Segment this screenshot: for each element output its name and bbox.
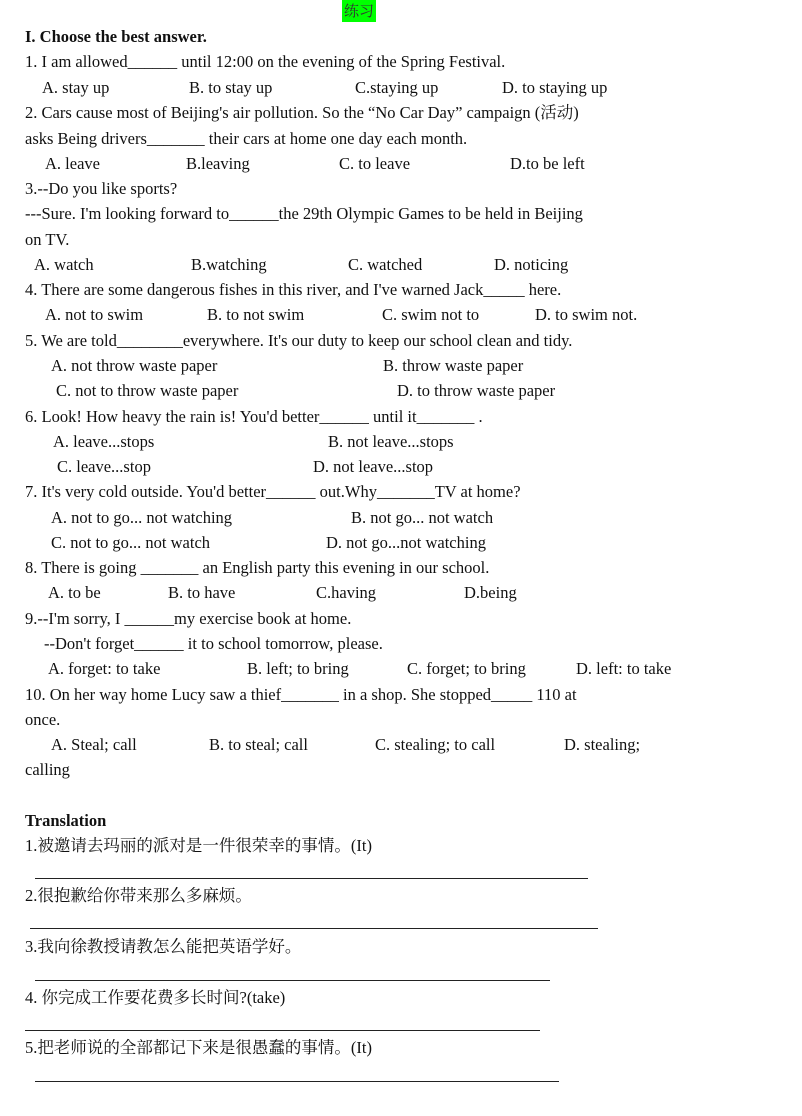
q2-option-b: B.leaving [186,154,250,173]
q10-option-a: A. Steal; call [51,735,137,754]
q10-stem-line2: once. [25,710,61,729]
q4-option-d: D. to swim not. [535,305,638,324]
q1-stem: 1. I am allowed______ until 12:00 on the evening of the Spring Festival. [25,52,506,71]
q3-option-c: C. watched [348,255,423,274]
q6-option-c: C. leave...stop [57,457,151,476]
q3-stem-line2: ---Sure. I'm looking forward to______the 29th Olympic Games to be held in Beijing [25,204,583,223]
q9-option-a: A. forget: to take [48,659,161,678]
answer-line-5 [35,1081,559,1082]
q9-option-d: D. left: to take [576,659,672,678]
q2-stem-line2: asks Being drivers_______ their cars at home one day each month. [25,129,468,148]
q10-option-d-cont: calling [25,760,70,779]
q6-stem: 6. Look! How heavy the rain is! You'd better______ until it_______ . [25,407,483,426]
exercise-tag: 练习 [344,2,375,20]
q5-option-a: A. not throw waste paper [51,356,218,375]
q3-option-d: D. noticing [494,255,569,274]
q9-stem-line1: 9.--I'm sorry, I ______my exercise book at home. [25,609,352,628]
q2-option-d: D.to be left [510,154,585,173]
translation-item-3: 3.我向徐教授请教怎么能把英语学好。 [25,937,302,956]
q4-stem: 4. There are some dangerous fishes in this river, and I've warned Jack_____ here. [25,280,562,299]
q6-option-b: B. not leave...stops [328,432,454,451]
q8-stem: 8. There is going _______ an English party this evening in our school. [25,558,490,577]
answer-line-3 [35,980,550,981]
q9-option-b: B. left; to bring [247,659,349,678]
q3-option-b: B.watching [191,255,267,274]
q10-stem-line1: 10. On her way home Lucy saw a thief_______ in a shop. She stopped_____ 110 at [25,685,577,704]
q1-option-c: C.staying up [355,78,439,97]
q3-option-a: A. watch [34,255,94,274]
q7-option-a: A. not to go... not watching [51,508,233,527]
answer-line-4 [25,1030,540,1031]
q8-option-a: A. to be [48,583,101,602]
q8-option-b: B. to have [168,583,236,602]
q9-option-c: C. forget; to bring [407,659,526,678]
q4-option-c: C. swim not to [382,305,480,324]
q5-stem: 5. We are told________everywhere. It's our duty to keep our school clean and tidy. [25,331,573,350]
q8-option-c: C.having [316,583,377,602]
q4-option-b: B. to not swim [207,305,305,324]
q1-option-b: B. to stay up [189,78,273,97]
q1-option-d: D. to staying up [502,78,608,97]
q7-option-b: B. not go... not watch [351,508,494,527]
q1-option-a: A. stay up [42,78,110,97]
q2-option-a: A. leave [45,154,100,173]
translation-item-2: 2.很抱歉给你带来那么多麻烦。 [25,886,252,905]
q3-stem-line1: 3.--Do you like sports? [25,179,178,198]
q10-option-c: C. stealing; to call [375,735,496,754]
q5-option-d: D. to throw waste paper [397,381,556,400]
translation-item-5: 5.把老师说的全部都记下来是很愚蠢的事情。(It) [25,1038,372,1057]
q5-option-c: C. not to throw waste paper [56,381,239,400]
q5-option-b: B. throw waste paper [383,356,524,375]
q7-stem: 7. It's very cold outside. You'd better______ out.Why_______TV at home? [25,482,521,501]
q2-stem-line1: 2. Cars cause most of Beijing's air pollution. So the “No Car Day” campaign (活动) [25,103,579,122]
q2-option-c: C. to leave [339,154,411,173]
translation-item-1: 1.被邀请去玛丽的派对是一件很荣幸的事情。(It) [25,836,372,855]
q9-stem-line2: --Don't forget______ it to school tomorrow, please. [44,634,383,653]
q8-option-d: D.being [464,583,517,602]
q3-stem-line3: on TV. [25,230,70,249]
q10-option-d: D. stealing; [564,735,641,754]
section-title-translation: Translation [25,811,107,830]
answer-line-2 [30,928,598,929]
q7-option-c: C. not to go... not watch [51,533,211,552]
q4-option-a: A. not to swim [45,305,144,324]
q7-option-d: D. not go...not watching [326,533,486,552]
q6-option-d: D. not leave...stop [313,457,434,476]
q6-option-a: A. leave...stops [53,432,155,451]
q10-option-b: B. to steal; call [209,735,308,754]
section-title-choose: I. Choose the best answer. [25,27,207,46]
translation-item-4: 4. 你完成工作要花费多长时间?(take) [25,988,286,1007]
answer-line-1 [35,878,588,879]
